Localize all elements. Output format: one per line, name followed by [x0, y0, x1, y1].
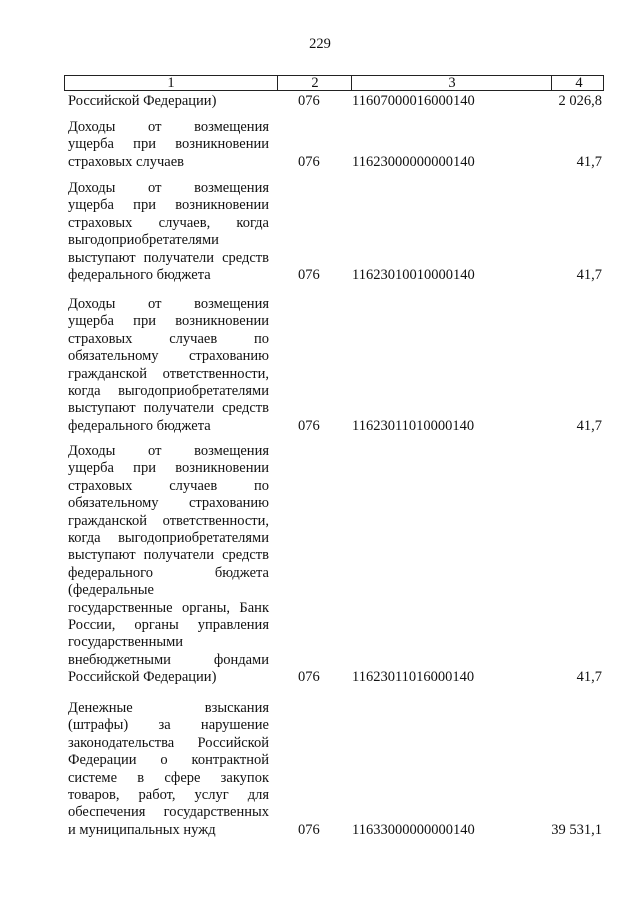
- description-line: ущерба при возникновении: [68, 197, 269, 214]
- description-line: страховых случаев: [68, 153, 184, 170]
- row-code: 076: [298, 153, 320, 170]
- row-kbk: 11623000000000140: [352, 153, 475, 170]
- description-line: когда выгодоприобретателями: [68, 383, 269, 400]
- row-description: [68, 180, 269, 284]
- row-code: 076: [298, 93, 320, 109]
- row-kbk: 11623010010000140: [352, 267, 475, 283]
- row-amount: 2 026,8: [558, 93, 602, 109]
- description-line: федерального бюджета: [68, 267, 211, 284]
- description-line: Российской Федерации): [68, 93, 217, 109]
- description-line: (федеральные: [68, 582, 154, 599]
- description-line: России, органы управления: [68, 617, 269, 634]
- table-row: [0, 296, 640, 435]
- description-line: Доходы от возмещения: [68, 296, 269, 312]
- description-line: страховых случаев по: [68, 477, 269, 494]
- row-kbk: 11633000000000140: [352, 821, 475, 838]
- description-line: федерального бюджета: [68, 417, 211, 434]
- header-col-3: 3: [351, 76, 552, 90]
- description-line: ущерба при возникновении: [68, 136, 269, 153]
- table-row: [0, 443, 640, 687]
- description-line: федерального бюджета: [68, 564, 269, 581]
- description-line: и муниципальных нужд: [68, 821, 216, 838]
- description-line: гражданской ответственности,: [68, 365, 269, 382]
- header-col-2: 2: [277, 76, 352, 90]
- table-row: [0, 119, 640, 171]
- description-line: гражданской ответственности,: [68, 512, 269, 529]
- description-line: обязательному страхованию: [68, 495, 269, 512]
- row-description: [68, 700, 269, 839]
- row-description: [68, 93, 269, 110]
- header-col-4: 4: [551, 76, 606, 90]
- row-description: [68, 296, 269, 435]
- description-line: системе в сфере закупок: [68, 769, 269, 786]
- description-line: когда выгодоприобретателями: [68, 530, 269, 547]
- table-header: [64, 75, 604, 91]
- description-line: ущерба при возникновении: [68, 313, 269, 330]
- description-line: ущерба при возникновении: [68, 460, 269, 477]
- row-amount: 41,7: [576, 669, 602, 686]
- description-line: государственные органы, Банк: [68, 599, 269, 616]
- row-amount: 41,7: [576, 417, 602, 434]
- description-line: Федерации о контрактной: [68, 752, 269, 769]
- description-line: выгодоприобретателями: [68, 232, 219, 249]
- description-line: Денежные взыскания: [68, 700, 269, 716]
- row-description: [68, 119, 269, 171]
- description-line: Российской Федерации): [68, 669, 217, 686]
- description-line: законодательства Российской: [68, 734, 269, 751]
- table-row: [0, 180, 640, 284]
- row-kbk: 11623011010000140: [352, 417, 475, 434]
- row-kbk: 11607000016000140: [352, 93, 475, 109]
- description-line: Доходы от возмещения: [68, 443, 269, 459]
- description-line: обязательному страхованию: [68, 348, 269, 365]
- description-line: выступают получатели средств: [68, 249, 269, 266]
- page-number: 229: [309, 36, 331, 52]
- description-line: выступают получатели средств: [68, 400, 269, 417]
- description-line: (штрафы) за нарушение: [68, 717, 269, 734]
- row-amount: 41,7: [576, 153, 602, 170]
- row-code: 076: [298, 417, 320, 434]
- description-line: выступают получатели средств: [68, 547, 269, 564]
- description-line: страховых случаев, когда: [68, 214, 269, 231]
- row-code: 076: [298, 821, 320, 838]
- description-line: Доходы от возмещения: [68, 180, 269, 196]
- row-kbk: 11623011016000140: [352, 669, 475, 686]
- row-amount: 41,7: [576, 267, 602, 283]
- description-line: Доходы от возмещения: [68, 119, 269, 135]
- row-description: [68, 443, 269, 687]
- description-line: обеспечения государственных: [68, 804, 269, 821]
- row-amount: 39 531,1: [551, 821, 602, 838]
- description-line: страховых случаев по: [68, 330, 269, 347]
- header-col-1: 1: [167, 75, 175, 91]
- description-line: внебюджетными фондами: [68, 651, 269, 668]
- table-row: [0, 93, 640, 110]
- table-row: [0, 700, 640, 839]
- description-line: товаров, работ, услуг для: [68, 787, 269, 804]
- row-code: 076: [298, 267, 320, 283]
- row-code: 076: [298, 669, 320, 686]
- description-line: государственными: [68, 634, 184, 651]
